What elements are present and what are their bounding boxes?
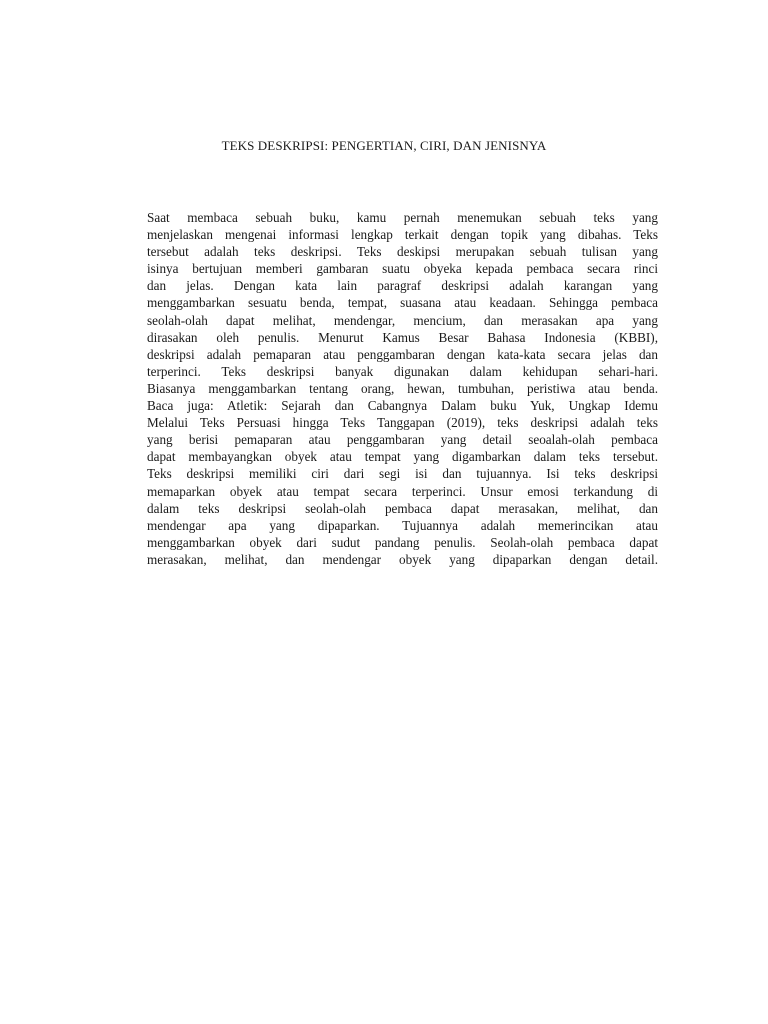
paragraph-line: isinya bertujuan memberi gambaran suatu obyeka kepada pembaca secara rinci [147, 261, 658, 277]
paragraph-line: tersebut adalah teks deskripsi. Teks deskipsi merupakan sebuah tulisan yang [147, 244, 658, 260]
paragraph-line: merasakan, melihat, dan mendengar obyek yang dipaparkan dengan detail. [147, 551, 658, 567]
paragraph-line: yang berisi pemaparan atau penggambaran yang detail seoalah-olah pembaca [147, 432, 658, 448]
paragraph-line: dirasakan oleh penulis. Menurut Kamus Besar Bahasa Indonesia (KBBI), [147, 329, 658, 345]
paragraph-line: deskripsi adalah pemaparan atau penggambaran dengan kata-kata secara jelas dan [147, 346, 658, 362]
paragraph-line: menggambarkan obyek dari sudut pandang penulis. Seolah-olah pembaca dapat [147, 534, 658, 550]
paragraph-line: menjelaskan mengenai informasi lengkap terkait dengan topik yang dibahas. Teks [147, 227, 658, 243]
paragraph-line: dapat membayangkan obyek atau tempat yang digambarkan dalam teks tersebut. [147, 449, 658, 465]
paragraph-line: dalam teks deskripsi seolah-olah pembaca dapat merasakan, melihat, dan [147, 500, 658, 516]
paragraph-line: terperinci. Teks deskripsi banyak digunakan dalam kehidupan sehari-hari. [147, 363, 658, 379]
paragraph-line: Baca juga: Atletik: Sejarah dan Cabangnya Dalam buku Yuk, Ungkap Idemu [147, 398, 658, 414]
paragraph-line: Teks deskripsi memiliki ciri dari segi isi dan tujuannya. Isi teks deskripsi [147, 466, 658, 482]
paragraph-line: Melalui Teks Persuasi hingga Teks Tanggapan (2019), teks deskripsi adalah teks [147, 415, 658, 431]
paragraph-line: seolah-olah dapat melihat, mendengar, mencium, dan merasakan apa yang [147, 312, 658, 328]
paragraph-line: Saat membaca sebuah buku, kamu pernah menemukan sebuah teks yang [147, 210, 658, 225]
body-paragraph [147, 209, 658, 568]
paragraph-line: memaparkan obyek atau tempat secara terperinci. Unsur emosi terkandung di [147, 483, 658, 499]
paragraph-line: mendengar apa yang dipaparkan. Tujuannya adalah memerincikan atau [147, 517, 658, 533]
paragraph-line: menggambarkan sesuatu benda, tempat, suasana atau keadaan. Sehingga pembaca [147, 295, 658, 311]
document-title: TEKS DESKRIPSI: PENGERTIAN, CIRI, DAN JENISNYA [221, 138, 547, 153]
paragraph-line: Biasanya menggambarkan tentang orang, hewan, tumbuhan, peristiwa atau benda. [147, 380, 658, 396]
paragraph-line: dan jelas. Dengan kata lain paragraf deskripsi adalah karangan yang [147, 278, 658, 294]
